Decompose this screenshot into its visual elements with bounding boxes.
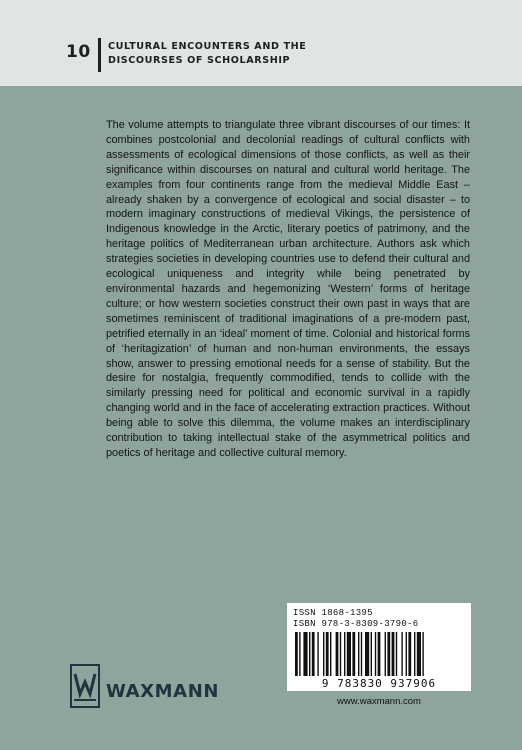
waxmann-logo-icon bbox=[70, 664, 100, 708]
blurb-paragraph: The volume attempts to triangulate three vibrant discourses of our times: It combines postcolonial and decolonial readings of cultural conflicts with assessments of ecological dimensions of those conflicts, as well as their significance within discourses on natural and cultural world heritage. The examples from four continents range from the medieval Middle East – already shaken by a convergence of ecological and social disaster – to modern imaginary constructions of medieval Vikings, the persistence of Indigenous knowledge in the Arctic, literary poetics of patrimony, and the heritage politics of Mediterranean urban architecture. Authors ask which strategies societies in developing countries use to defend their cultural and ecological uniqueness and integrity while being penetrated by environmental hazards and hegemonizing ‘Western’ forms of heritage culture; or how western societies construct their own past in ways that are sometimes reminiscent of traditional imaginations of a pre-modern past, petrified eternally in an ‘ideal’ moment of time. Colonial and historical forms of ‘heritagization’ of human and non-human environments, the essays show, answer to pressing emotional needs for a sense of stability. But the desire for nostalgia, frequently commodified, tends to collide with the similarly pressing need for political and economic survival in a rapidly changing world and in the face of accelerating extraction practices. Without being able to solve this dilemma, the volume makes an interdisciplinary contribution to taking intellectual stake of the asymmetrical politics and poetics of heritage and collective cultural memory. bbox=[106, 119, 470, 459]
barcode-digits: 9 783830 937906 bbox=[321, 677, 437, 690]
publisher-name: WAXMANN bbox=[106, 681, 220, 702]
series-title-line-1: CULTURAL ENCOUNTERS AND THE bbox=[108, 41, 307, 52]
isbn-label: ISBN 978-3-8309-3790-6 bbox=[293, 619, 419, 629]
publisher-url: www.waxmann.com bbox=[337, 696, 421, 707]
barcode-icon bbox=[295, 632, 463, 676]
back-cover-blurb bbox=[106, 118, 470, 461]
series-title bbox=[108, 40, 306, 68]
series-number: 10 bbox=[66, 42, 91, 62]
barcode-panel bbox=[287, 603, 471, 691]
issn-label: ISSN 1868-1395 bbox=[293, 608, 373, 618]
series-divider bbox=[98, 38, 101, 72]
series-title-line-2: DISCOURSES OF SCHOLARSHIP bbox=[108, 55, 291, 66]
